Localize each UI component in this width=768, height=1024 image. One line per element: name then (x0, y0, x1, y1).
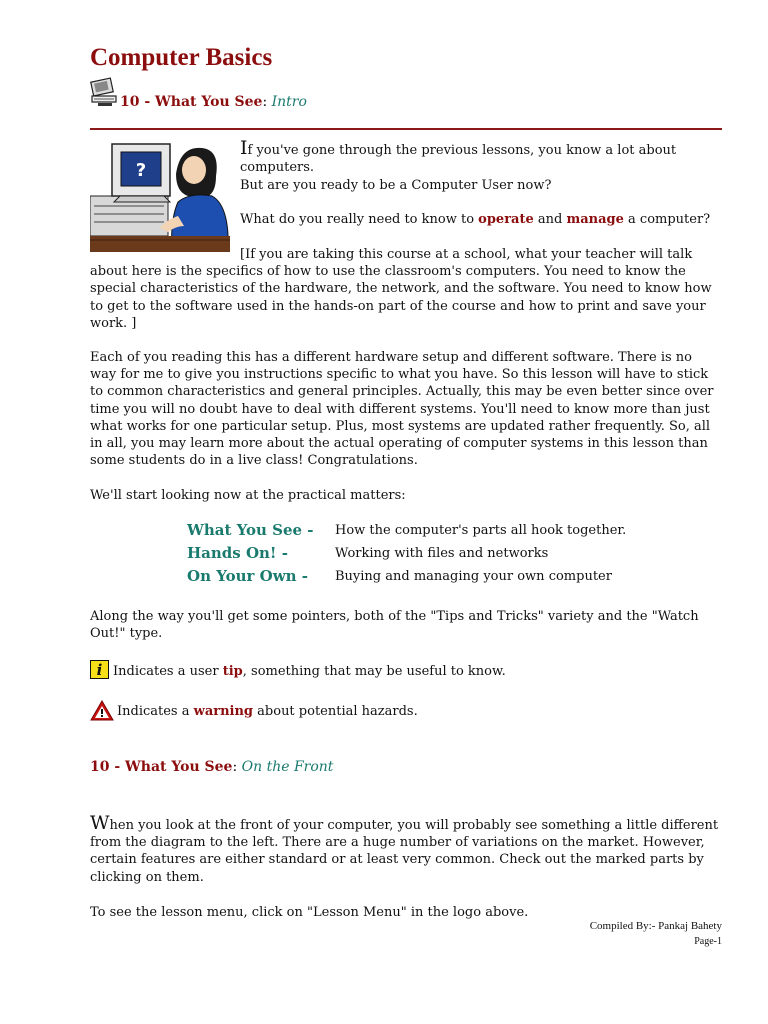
section-subtitle: Intro (271, 94, 307, 110)
warning-text: Indicates a (117, 704, 194, 719)
question-text: What do you really need to know to (240, 212, 479, 227)
question-and: and (533, 212, 567, 227)
info-tip-icon (90, 660, 109, 679)
front-paragraph (90, 812, 722, 886)
intro-line-2: But are you ready to be a Computer User now? (240, 178, 552, 193)
intro-line-1 (240, 137, 722, 176)
intro-question (240, 211, 722, 228)
section-subtitle: On the Front (241, 759, 334, 775)
pointers-paragraph: Along the way you'll get some pointers, both of the "Tips and Tricks" variety and the "Watch Out!" type. (90, 609, 699, 642)
tip-text: Indicates a user (113, 664, 223, 679)
section-number: 10 - What You See (90, 759, 233, 775)
heading-divider (90, 128, 722, 130)
computer-clipart-icon (88, 76, 120, 108)
question-end: a computer? (623, 212, 711, 227)
practical-intro: We'll start looking now at the practical matters: (90, 488, 406, 503)
front-text: hen you look at the front of your computer, you will probably see something a little different from the diagram to the left. There are a huge number of variations on the market. However, certain features are either standard or at least very common. Check out the marked parts by clicking on them. (90, 818, 719, 885)
svg-text:i: i (96, 661, 103, 679)
drop-cap: W (90, 812, 110, 834)
topic-desc: How the computer's parts all hook together. (335, 523, 627, 538)
drop-cap: I (240, 137, 248, 159)
manage-keyword: manage (566, 212, 624, 227)
warning-legend (117, 704, 418, 719)
tip-legend (113, 664, 506, 679)
section-separator: : (232, 759, 242, 775)
school-note-paragraph: [If you are taking this course at a school, what your teacher will talk about here is the specifics of how to use the classroom's computers. You need to know the special characteristics of the hardware, the network, and the software. You need to know how to get to the software used in the hands-on part of the course and how to print and save your work. ] (90, 247, 712, 331)
topic-label[interactable]: What You See - (187, 521, 314, 539)
computer-user-illustration (90, 136, 230, 252)
lesson-menu-note: To see the lesson menu, click on "Lesson Menu" in the logo above. (90, 905, 529, 920)
section-heading-intro (120, 94, 307, 110)
page-number: Page-1 (694, 936, 722, 947)
section-number: 10 - What You See (120, 94, 263, 110)
tip-text-end: , something that may be useful to know. (242, 664, 506, 679)
intro-text: f you've gone through the previous lessons, you know a lot about computers. (240, 143, 677, 176)
section-separator: : (262, 94, 272, 110)
body-paragraph: Each of you reading this has a different hardware setup and different software. There is no way for me to give you instructions specific to what you have. So this lesson will have to stick to common characteristics and general principles. Actually, this may be even better since over time you will no doubt have to deal with different systems. You'll need to know more than just what works for one particular setup. Plus, most systems are updated rather frequently. So, all in all, you may learn more about the actual operating of computer systems in this lesson than some students do in a live class! Congratulations. (90, 350, 714, 469)
page-title: Computer Basics (90, 44, 273, 71)
topic-desc: Working with files and networks (335, 546, 549, 561)
warning-triangle-icon (90, 700, 114, 721)
compiled-by: Compiled By:- Pankaj Bahety (589, 920, 722, 932)
svg-text:?: ? (135, 160, 147, 181)
topic-label[interactable]: Hands On! - (187, 544, 288, 562)
operate-keyword: operate (478, 212, 534, 227)
topic-desc: Buying and managing your own computer (335, 569, 612, 584)
tip-keyword: tip (222, 664, 243, 679)
warning-keyword: warning (193, 704, 254, 719)
section-heading-front (90, 759, 333, 775)
warning-text-end: about potential hazards. (253, 704, 418, 719)
topic-label[interactable]: On Your Own - (187, 567, 308, 585)
